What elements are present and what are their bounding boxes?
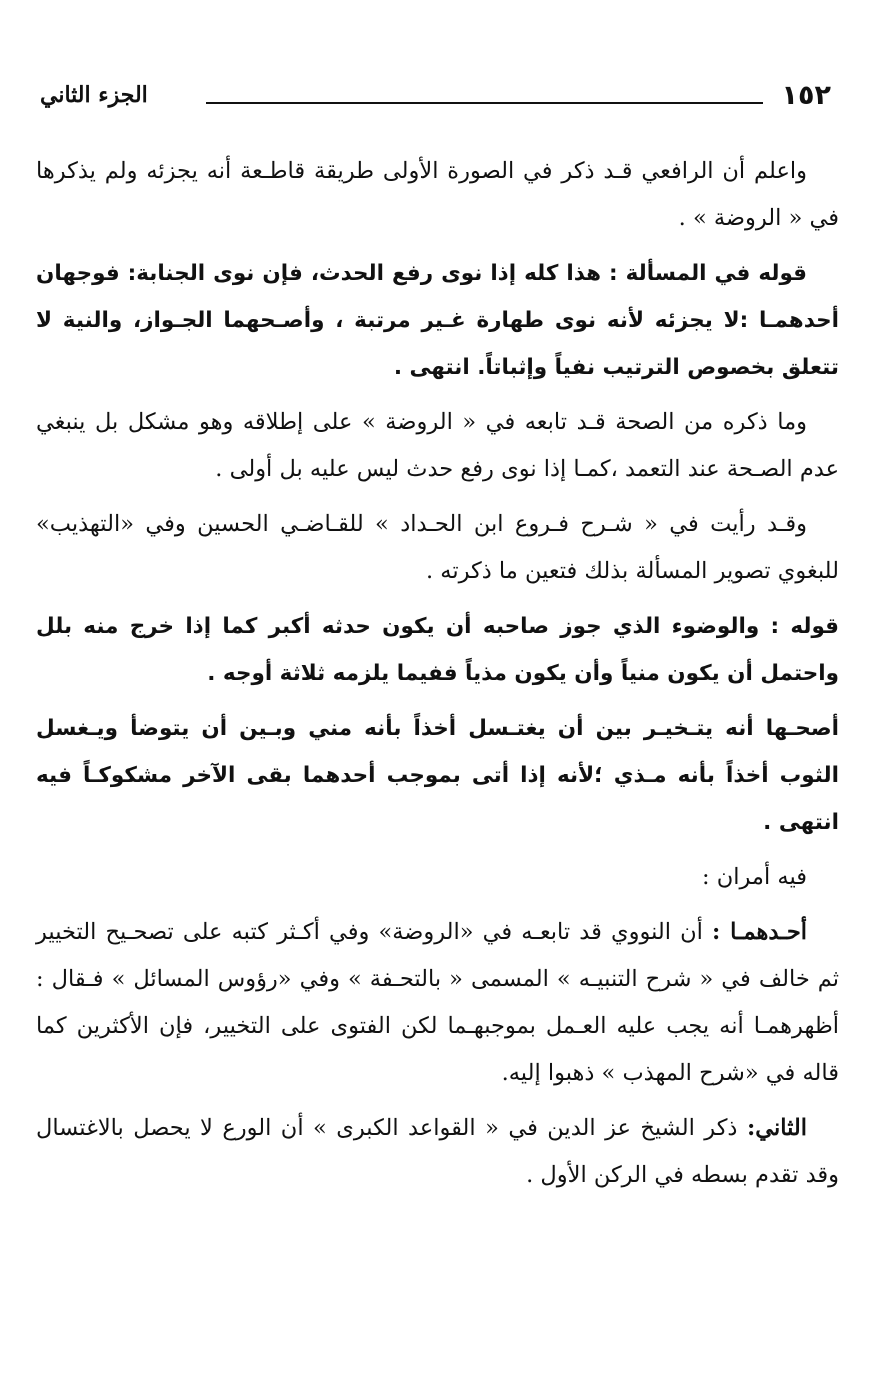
paragraph-3-text: وما ذكره من الصحة قـد تابعه في « الروضة » على إطلاقه وهو مشكل بل ينبغي عدم الصـحة عند التعمد ،كمـا إذا نوى رفع حدث ليس عليه بل أولى . bbox=[36, 409, 839, 482]
paragraph-9-text: ذكر الشيخ عز الدين في « القواعد الكبرى » أن الورع لا يحصل بالاغتسال وقد تقدم بسطه في الركن الأول . bbox=[36, 1115, 839, 1188]
paragraph-6-text: أصحـها أنه يتـخيـر بين أن يغتـسل أخذاً بأنه مني وبـين أن يتوضأ ويـغسل الثوب أخذاً بأنه مـذي ؛لأنه إذا أتى بموجب أحدهما بقى الآخر مشكوكـاً فيه انتهى . bbox=[36, 716, 839, 835]
paragraph-6 bbox=[36, 705, 839, 846]
paragraph-5-text: قوله : والوضوء الذي جوز صاحبه أن يكون حدثه أكبر كما إذا خرج منه بلل واحتمل أن يكون منياً وأن يكون مذياً ففيما يلزمه ثلاثة أوجه . bbox=[36, 614, 839, 686]
paragraph-1-text: واعلم أن الرافعي قـد ذكر في الصورة الأولى طريقة قاطـعة أنه يجزئه ولم يذكرها في « الروضة » . bbox=[36, 158, 839, 231]
paragraph-4-text: وقـد رأيت في « شـرح فـروع ابن الحـداد » للقـاضـي الحسين وفي «التهذيب» للبغوي تصوير المسألة بذلك فتعين ما ذكرته . bbox=[36, 511, 839, 584]
paragraph-8-text: أن النووي قد تابعـه في «الروضة» وفي أكـثر كتبه على تصحـيح التخيير ثم خالف في « شرح التنبيـه » المسمى « بالتحـفة » وفي «رؤوس المسائل » فـقال : أظهرهمـا أنه يجب عليه العـمل بموجبهـما لكن الفتوى على التخيير، فإن الأكثرين كما قاله في «شرح المهذب » ذهبوا إليه. bbox=[36, 919, 839, 1086]
paragraph-8 bbox=[36, 909, 839, 1097]
paragraph-8-lead: أحـدهمـا : bbox=[712, 919, 807, 945]
page-header bbox=[36, 76, 839, 120]
paragraph-7 bbox=[36, 854, 839, 901]
paragraph-2-text: قوله في المسألة : هذا كله إذا نوى رفع الحدث، فإن نوى الجنابة: فوجهان أحدهمـا :لا يجزئه لأنه نوى طهارة غـير مرتبة ، وأصـحهما الجـواز، والنية لا تتعلق بخصوص الترتيب نفياً وإثباتاً. انتهى . bbox=[36, 261, 839, 380]
paragraph-1 bbox=[36, 148, 839, 242]
paragraph-9 bbox=[36, 1105, 839, 1199]
paragraph-5 bbox=[36, 603, 839, 697]
part-title: الجزء الثاني bbox=[40, 82, 148, 108]
paragraph-2 bbox=[36, 250, 839, 391]
paragraph-7-text: فيه أمران : bbox=[702, 864, 807, 890]
paragraph-4 bbox=[36, 501, 839, 595]
page-number: ١٥٢ bbox=[781, 80, 831, 111]
page-body bbox=[36, 148, 839, 1207]
paragraph-9-lead: الثاني: bbox=[746, 1115, 808, 1141]
paragraph-3 bbox=[36, 399, 839, 493]
header-rule bbox=[206, 102, 763, 104]
